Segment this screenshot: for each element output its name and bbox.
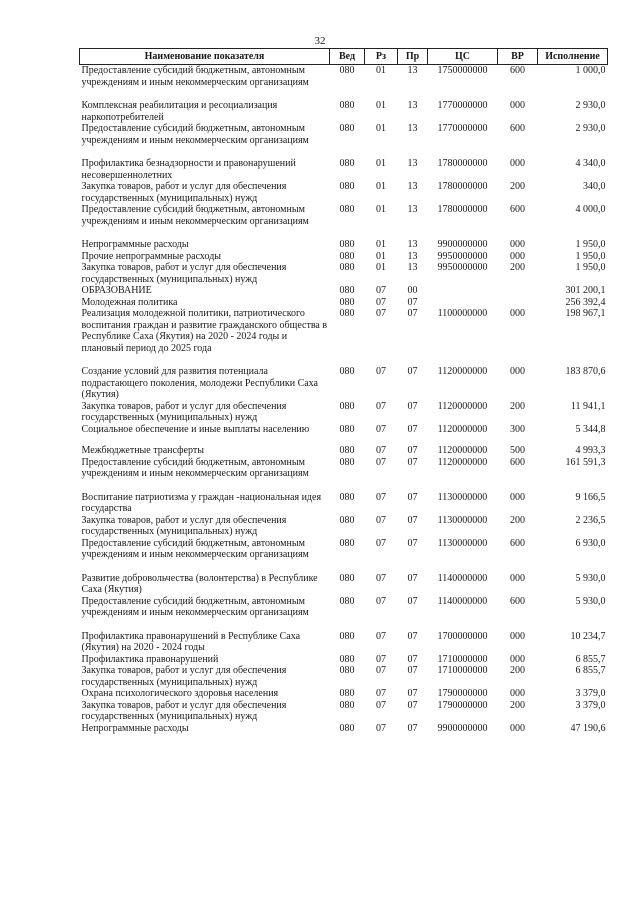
- row-execution: 5 930,0: [575, 595, 606, 607]
- table-row: [80, 723, 608, 735]
- row-pr: 07: [407, 366, 418, 377]
- row-execution: 183 870,6: [565, 366, 606, 377]
- row-ved: 080: [339, 514, 355, 526]
- row-vr: 000: [510, 239, 525, 250]
- row-vr: 300: [510, 423, 525, 435]
- table-row: [80, 251, 608, 263]
- row-cs: 1130000000: [437, 491, 488, 503]
- row-vr: 500: [510, 445, 525, 456]
- row-pr: 07: [407, 491, 418, 503]
- row-ved: 080: [339, 250, 355, 262]
- header-vr: ВР: [498, 49, 538, 65]
- row-ved: 080: [339, 699, 355, 711]
- row-pr: 13: [407, 158, 418, 169]
- row-pr: 07: [407, 630, 418, 642]
- row-vr: 200: [510, 400, 525, 412]
- table-row: [80, 181, 608, 204]
- row-name: Социальное обеспечение и иные выплаты населению: [81, 423, 310, 435]
- row-rz: 07: [376, 445, 386, 456]
- row-cs: 1130000000: [437, 537, 488, 549]
- row-vr: 600: [510, 456, 525, 468]
- row-name: Предоставление субсидий бюджетным, автономным учреждениям и иным некоммерческим организациям: [81, 123, 309, 146]
- row-execution: 6 930,0: [575, 537, 606, 549]
- row-name: Профилактика правонарушений в Республике Саха (Якутия) на 2020 - 2024 годы: [81, 630, 301, 653]
- header-cs: ЦС: [428, 49, 498, 65]
- table-row: [80, 665, 608, 688]
- row-vr: 000: [510, 653, 525, 665]
- row-ved: 080: [339, 456, 355, 468]
- row-pr: 13: [407, 100, 418, 111]
- table-row: [80, 435, 608, 457]
- row-execution: 10 234,7: [570, 630, 606, 642]
- row-rz: 07: [376, 665, 386, 676]
- row-rz: 01: [376, 250, 386, 262]
- row-execution: 1 950,0: [575, 239, 606, 250]
- row-cs: 1140000000: [437, 572, 488, 584]
- row-pr: 07: [407, 308, 418, 319]
- row-name: Комплексная реабилитация и ресоциализация наркопотребителей: [81, 100, 278, 123]
- row-rz: 07: [376, 537, 386, 549]
- row-name: Закупка товаров, работ и услуг для обеспечения государственных (муниципальных) нужд: [81, 514, 287, 537]
- row-name: Непрограммные расходы: [81, 239, 189, 250]
- row-pr: 07: [407, 400, 418, 412]
- row-execution: 47 190,6: [570, 722, 606, 734]
- page-number: 32: [314, 35, 326, 47]
- table-row: [80, 619, 608, 654]
- row-execution: 256 392,4: [565, 296, 606, 308]
- row-execution: 2 236,5: [575, 514, 606, 526]
- row-pr: 00: [407, 285, 418, 296]
- row-cs: 1750000000: [437, 65, 488, 76]
- table-header: [80, 49, 608, 65]
- row-execution: 3 379,0: [575, 699, 606, 711]
- row-vr: 000: [510, 722, 525, 734]
- row-execution: 6 855,7: [575, 665, 606, 676]
- row-vr: 000: [510, 630, 525, 642]
- row-pr: 07: [407, 595, 418, 607]
- header-ved: Вед: [330, 49, 365, 65]
- row-name: Закупка товаров, работ и услуг для обеспечения государственных (муниципальных) нужд: [81, 699, 287, 722]
- row-vr: 000: [510, 688, 525, 699]
- row-vr: 200: [510, 181, 525, 192]
- row-execution: 301 200,1: [565, 285, 606, 296]
- header-rz: Рз: [365, 49, 398, 65]
- table-row: [80, 123, 608, 146]
- row-pr: 13: [407, 250, 418, 262]
- row-pr: 07: [407, 688, 418, 699]
- row-pr: 07: [407, 456, 418, 468]
- header-pr: Пр: [398, 49, 428, 65]
- table-row: [80, 88, 608, 123]
- row-rz: 01: [376, 204, 386, 215]
- row-pr: 07: [407, 514, 418, 526]
- row-vr: 000: [510, 491, 525, 503]
- table-row: [80, 538, 608, 561]
- row-execution: 2 930,0: [575, 123, 606, 134]
- row-cs: 1770000000: [437, 123, 488, 134]
- row-vr: 600: [510, 65, 525, 76]
- row-execution: 4 993,3: [575, 445, 606, 456]
- row-rz: 07: [376, 400, 386, 412]
- budget-table: [79, 48, 608, 734]
- row-name: Воспитание патриотизма у граждан -национальная идея государства: [81, 491, 322, 514]
- row-name: Закупка товаров, работ и услуг для обеспечения государственных (муниципальных) нужд: [81, 181, 287, 204]
- table-row: [80, 515, 608, 538]
- row-vr: 000: [510, 250, 525, 262]
- row-name: Профилактика безнадзорности и правонарушений несовершеннолетних: [81, 158, 296, 181]
- row-cs: 1100000000: [437, 308, 488, 319]
- row-name: Молодежная политика: [81, 296, 178, 308]
- row-name: Профилактика правонарушений: [81, 653, 219, 665]
- row-rz: 07: [376, 595, 386, 607]
- row-rz: 07: [376, 423, 386, 435]
- row-ved: 080: [339, 423, 355, 435]
- table-row: [80, 561, 608, 596]
- row-rz: 07: [376, 699, 386, 711]
- row-name: Предоставление субсидий бюджетным, автономным учреждениям и иным некоммерческим организациям: [81, 456, 309, 479]
- budget-table-container: [79, 48, 607, 734]
- row-ved: 080: [339, 445, 355, 456]
- row-execution: 4 340,0: [575, 158, 606, 169]
- row-ved: 080: [339, 65, 355, 76]
- row-execution: 198 967,1: [565, 308, 606, 319]
- row-rz: 07: [376, 514, 386, 526]
- row-vr: 000: [510, 572, 525, 584]
- row-ved: 080: [339, 688, 355, 699]
- row-name: Реализация молодежной политики, патриотического воспитания граждан и развитие гражданского общества в Республике Саха (Якутия) на 2020 - 2024 годы и плановый период до 2025 года: [81, 308, 328, 354]
- row-ved: 080: [339, 204, 355, 215]
- row-cs: 9900000000: [437, 722, 488, 734]
- row-rz: 07: [376, 491, 386, 503]
- row-vr: 600: [510, 123, 525, 134]
- row-execution: 5 344,8: [575, 423, 606, 435]
- row-vr: 200: [510, 262, 525, 273]
- row-ved: 080: [339, 722, 355, 734]
- row-cs: 1770000000: [437, 100, 488, 111]
- row-name: Создание условий для развития потенциала подрастающего поколения, молодежи Республики Саха (Якутия): [81, 366, 318, 400]
- row-cs: 1710000000: [437, 665, 488, 676]
- row-ved: 080: [339, 158, 355, 169]
- row-name: Закупка товаров, работ и услуг для обеспечения государственных (муниципальных) нужд: [81, 262, 287, 285]
- row-ved: 080: [339, 285, 355, 296]
- row-vr: 600: [510, 595, 525, 607]
- row-execution: 340,0: [583, 181, 606, 192]
- table-row: [80, 700, 608, 723]
- row-vr: 600: [510, 204, 525, 215]
- table-row: [80, 480, 608, 515]
- table-row: [80, 227, 608, 251]
- row-name: Закупка товаров, работ и услуг для обеспечения государственных (муниципальных) нужд: [81, 665, 287, 688]
- row-execution: 1 950,0: [575, 250, 606, 262]
- row-ved: 080: [339, 537, 355, 549]
- row-cs: 1790000000: [437, 699, 488, 711]
- row-name: Предоставление субсидий бюджетным, автономным учреждениям и иным некоммерческим организациям: [81, 537, 309, 560]
- row-pr: 07: [407, 537, 418, 549]
- row-execution: 3 379,0: [575, 688, 606, 699]
- row-cs: 1710000000: [437, 653, 488, 665]
- row-pr: 07: [407, 296, 418, 308]
- row-name: Закупка товаров, работ и услуг для обеспечения государственных (муниципальных) нужд: [81, 400, 287, 423]
- row-rz: 01: [376, 239, 386, 250]
- row-execution: 1 000,0: [575, 65, 606, 76]
- row-pr: 07: [407, 699, 418, 711]
- row-pr: 13: [407, 239, 418, 250]
- table-row: [80, 401, 608, 424]
- table-row: [80, 262, 608, 285]
- row-cs: 1120000000: [437, 366, 488, 377]
- row-ved: 080: [339, 665, 355, 676]
- table-row: [80, 424, 608, 436]
- row-vr: 000: [510, 366, 525, 377]
- row-execution: 5 930,0: [575, 572, 606, 584]
- row-vr: 000: [510, 100, 525, 111]
- row-vr: 200: [510, 665, 525, 676]
- row-rz: 01: [376, 181, 386, 192]
- row-ved: 080: [339, 100, 355, 111]
- row-execution: 1 950,0: [575, 262, 606, 273]
- row-name: ОБРАЗОВАНИЕ: [81, 285, 152, 296]
- row-cs: 1120000000: [437, 400, 488, 412]
- table-row: [80, 354, 608, 401]
- row-pr: 07: [407, 653, 418, 665]
- row-name: Предоставление субсидий бюджетным, автономным учреждениям и иным некоммерческим организациям: [81, 204, 309, 227]
- table-row: [80, 297, 608, 309]
- row-cs: 9950000000: [437, 250, 488, 262]
- row-ved: 080: [339, 630, 355, 642]
- table-row: [80, 285, 608, 297]
- row-rz: 01: [376, 262, 386, 273]
- row-rz: 01: [376, 65, 386, 76]
- row-cs: 9950000000: [437, 262, 488, 273]
- row-execution: 6 855,7: [575, 653, 606, 665]
- row-execution: 2 930,0: [575, 100, 606, 111]
- row-rz: 07: [376, 722, 386, 734]
- row-ved: 080: [339, 653, 355, 665]
- row-pr: 07: [407, 423, 418, 435]
- row-rz: 01: [376, 100, 386, 111]
- row-ved: 080: [339, 262, 355, 273]
- header-row: [80, 49, 608, 65]
- row-name: Развитие добровольчества (волонтерства) в Республике Саха (Якутия): [81, 572, 318, 595]
- row-ved: 080: [339, 181, 355, 192]
- row-rz: 07: [376, 572, 386, 584]
- row-vr: [498, 297, 538, 309]
- row-cs: [428, 297, 498, 309]
- row-vr: 000: [510, 308, 525, 319]
- row-cs: 1120000000: [437, 456, 488, 468]
- row-cs: 1780000000: [437, 158, 488, 169]
- row-name: Прочие непрограммные расходы: [81, 250, 222, 262]
- row-rz: 07: [376, 630, 386, 642]
- row-rz: 07: [376, 366, 386, 377]
- row-vr: 000: [510, 158, 525, 169]
- row-rz: 07: [376, 308, 386, 319]
- row-cs: 1700000000: [437, 630, 488, 642]
- row-execution: 4 000,0: [575, 204, 606, 215]
- row-name: Предоставление субсидий бюджетным, автономным учреждениям и иным некоммерческим организациям: [81, 595, 309, 618]
- row-ved: 080: [339, 595, 355, 607]
- row-pr: 07: [407, 722, 418, 734]
- row-cs: 1130000000: [437, 514, 488, 526]
- row-cs: 1780000000: [437, 181, 488, 192]
- row-rz: 01: [376, 158, 386, 169]
- row-pr: 13: [407, 262, 418, 273]
- row-pr: 07: [407, 572, 418, 584]
- row-pr: 13: [407, 204, 418, 215]
- row-pr: 07: [407, 445, 418, 456]
- row-name: Непрограммные расходы: [81, 722, 189, 734]
- row-rz: 07: [376, 285, 386, 296]
- row-cs: 1780000000: [437, 204, 488, 215]
- row-rz: 07: [376, 296, 386, 308]
- row-rz: 07: [376, 456, 386, 468]
- row-ved: 080: [339, 491, 355, 503]
- row-pr: 13: [407, 123, 418, 134]
- row-rz: 07: [376, 688, 386, 699]
- row-ved: 080: [339, 400, 355, 412]
- header-execution: Исполнение: [538, 49, 608, 65]
- row-vr: [498, 285, 538, 297]
- row-execution: 161 591,3: [565, 456, 606, 468]
- table-row: [80, 596, 608, 619]
- row-cs: [428, 285, 498, 297]
- row-cs: 9900000000: [437, 239, 488, 250]
- row-ved: 080: [339, 572, 355, 584]
- row-rz: 07: [376, 653, 386, 665]
- table-row: [80, 204, 608, 227]
- row-pr: 13: [407, 65, 418, 76]
- header-name: Наименование показателя: [80, 49, 330, 65]
- row-vr: 200: [510, 514, 525, 526]
- row-ved: 080: [339, 308, 355, 319]
- row-ved: 080: [339, 239, 355, 250]
- row-vr: 600: [510, 537, 525, 549]
- row-rz: 01: [376, 123, 386, 134]
- row-vr: 200: [510, 699, 525, 711]
- row-execution: 9 166,5: [575, 491, 606, 503]
- row-execution: 11 941,1: [570, 400, 606, 412]
- row-ved: 080: [339, 366, 355, 377]
- table-row: [80, 146, 608, 181]
- table-row: [80, 308, 608, 354]
- row-cs: 1790000000: [437, 688, 488, 699]
- table-row: [80, 65, 608, 89]
- row-cs: 1120000000: [437, 423, 488, 435]
- row-name: Охрана психологического здоровья населения: [81, 688, 279, 699]
- row-cs: 1120000000: [437, 445, 488, 456]
- table-row: [80, 688, 608, 700]
- row-pr: 13: [407, 181, 418, 192]
- row-ved: 080: [339, 123, 355, 134]
- table-row: [80, 457, 608, 480]
- row-pr: 07: [407, 665, 418, 676]
- table-row: [80, 654, 608, 666]
- row-name: Межбюджетные трансферты: [81, 445, 204, 456]
- row-ved: 080: [339, 296, 355, 308]
- table-body: [80, 65, 608, 735]
- row-cs: 1140000000: [437, 595, 488, 607]
- row-name: Предоставление субсидий бюджетным, автономным учреждениям и иным некоммерческим организациям: [81, 65, 309, 88]
